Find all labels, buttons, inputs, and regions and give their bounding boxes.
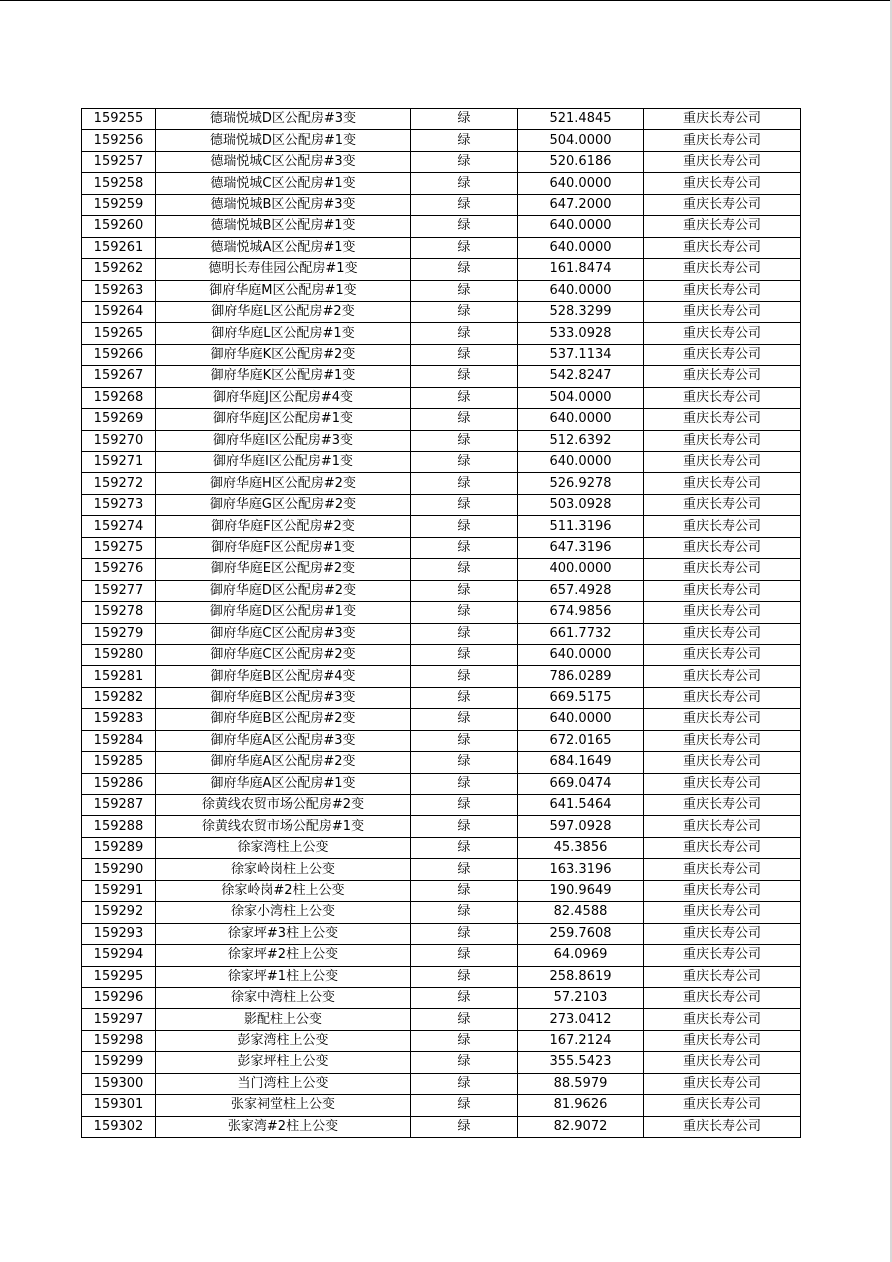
row-id-cell: 159267 (82, 366, 156, 387)
capacity-value-cell: 190.9649 (518, 880, 644, 901)
row-id-cell: 159282 (82, 687, 156, 708)
capacity-value-cell: 786.0289 (518, 666, 644, 687)
company-cell: 重庆长寿公司 (644, 902, 801, 923)
status-color-cell: 绿 (411, 880, 518, 901)
status-color-cell: 绿 (411, 494, 518, 515)
capacity-value-cell: 640.0000 (518, 452, 644, 473)
company-cell: 重庆长寿公司 (644, 602, 801, 623)
table-row (82, 644, 801, 665)
row-id-cell: 159296 (82, 987, 156, 1008)
row-id-cell: 159257 (82, 151, 156, 172)
capacity-value-cell: 504.0000 (518, 130, 644, 151)
row-id-cell: 159259 (82, 194, 156, 215)
company-cell: 重庆长寿公司 (644, 837, 801, 858)
row-id-cell: 159265 (82, 323, 156, 344)
company-cell: 重庆长寿公司 (644, 452, 801, 473)
table-row (82, 1116, 801, 1137)
company-cell: 重庆长寿公司 (644, 473, 801, 494)
company-cell: 重庆长寿公司 (644, 666, 801, 687)
status-color-cell: 绿 (411, 237, 518, 258)
facility-name-cell: 德瑞悦城C区公配房#3变 (156, 151, 411, 172)
capacity-value-cell: 640.0000 (518, 237, 644, 258)
company-cell: 重庆长寿公司 (644, 280, 801, 301)
table-row (82, 387, 801, 408)
company-cell: 重庆长寿公司 (644, 366, 801, 387)
row-id-cell: 159258 (82, 173, 156, 194)
status-color-cell: 绿 (411, 194, 518, 215)
status-color-cell: 绿 (411, 173, 518, 194)
capacity-value-cell: 163.3196 (518, 859, 644, 880)
status-color-cell: 绿 (411, 280, 518, 301)
row-id-cell: 159268 (82, 387, 156, 408)
facility-name-cell: 御府华庭C区公配房#3变 (156, 623, 411, 644)
table-row (82, 130, 801, 151)
table-row (82, 1052, 801, 1073)
capacity-value-cell: 57.2103 (518, 987, 644, 1008)
table-row (82, 966, 801, 987)
table-row (82, 709, 801, 730)
capacity-value-cell: 537.1134 (518, 344, 644, 365)
row-id-cell: 159272 (82, 473, 156, 494)
row-id-cell: 159266 (82, 344, 156, 365)
capacity-value-cell: 647.3196 (518, 537, 644, 558)
status-color-cell: 绿 (411, 709, 518, 730)
capacity-value-cell: 81.9626 (518, 1095, 644, 1116)
status-color-cell: 绿 (411, 837, 518, 858)
facility-name-cell: 御府华庭A区公配房#2变 (156, 752, 411, 773)
capacity-value-cell: 526.9278 (518, 473, 644, 494)
facility-name-cell: 御府华庭B区公配房#2变 (156, 709, 411, 730)
company-cell: 重庆长寿公司 (644, 194, 801, 215)
capacity-value-cell: 521.4845 (518, 109, 644, 130)
facility-name-cell: 御府华庭A区公配房#3变 (156, 730, 411, 751)
capacity-value-cell: 641.5464 (518, 795, 644, 816)
facility-name-cell: 御府华庭B区公配房#3变 (156, 687, 411, 708)
status-color-cell: 绿 (411, 752, 518, 773)
status-color-cell: 绿 (411, 130, 518, 151)
table-row (82, 409, 801, 430)
row-id-cell: 159290 (82, 859, 156, 880)
capacity-value-cell: 64.0969 (518, 945, 644, 966)
status-color-cell: 绿 (411, 730, 518, 751)
company-cell: 重庆长寿公司 (644, 945, 801, 966)
table-row (82, 366, 801, 387)
table-row (82, 752, 801, 773)
row-id-cell: 159274 (82, 516, 156, 537)
company-cell: 重庆长寿公司 (644, 387, 801, 408)
company-cell: 重庆长寿公司 (644, 559, 801, 580)
row-id-cell: 159292 (82, 902, 156, 923)
facility-name-cell: 张家湾#2柱上公变 (156, 1116, 411, 1137)
facility-name-cell: 徐家坪#3柱上公变 (156, 923, 411, 944)
table-row (82, 859, 801, 880)
capacity-value-cell: 400.0000 (518, 559, 644, 580)
company-cell: 重庆长寿公司 (644, 987, 801, 1008)
company-cell: 重庆长寿公司 (644, 344, 801, 365)
row-id-cell: 159261 (82, 237, 156, 258)
status-color-cell: 绿 (411, 323, 518, 344)
company-cell: 重庆长寿公司 (644, 966, 801, 987)
row-id-cell: 159281 (82, 666, 156, 687)
status-color-cell: 绿 (411, 259, 518, 280)
row-id-cell: 159287 (82, 795, 156, 816)
table-row (82, 623, 801, 644)
company-cell: 重庆长寿公司 (644, 730, 801, 751)
facility-name-cell: 御府华庭D区公配房#2变 (156, 580, 411, 601)
table-row (82, 902, 801, 923)
table-row (82, 580, 801, 601)
capacity-value-cell: 520.6186 (518, 151, 644, 172)
table-row (82, 537, 801, 558)
capacity-value-cell: 355.5423 (518, 1052, 644, 1073)
table-row (82, 923, 801, 944)
row-id-cell: 159285 (82, 752, 156, 773)
table-row (82, 1030, 801, 1051)
company-cell: 重庆长寿公司 (644, 537, 801, 558)
company-cell: 重庆长寿公司 (644, 109, 801, 130)
status-color-cell: 绿 (411, 773, 518, 794)
facility-name-cell: 张家祠堂柱上公变 (156, 1095, 411, 1116)
facility-name-cell: 御府华庭K区公配房#1变 (156, 366, 411, 387)
row-id-cell: 159294 (82, 945, 156, 966)
facility-name-cell: 德瑞悦城D区公配房#3变 (156, 109, 411, 130)
facility-name-cell: 徐家岭岗#2柱上公变 (156, 880, 411, 901)
status-color-cell: 绿 (411, 559, 518, 580)
company-cell: 重庆长寿公司 (644, 259, 801, 280)
table-row (82, 237, 801, 258)
facility-name-cell: 徐家小湾柱上公变 (156, 902, 411, 923)
status-color-cell: 绿 (411, 666, 518, 687)
status-color-cell: 绿 (411, 1009, 518, 1030)
capacity-value-cell: 88.5979 (518, 1073, 644, 1094)
table-row (82, 1073, 801, 1094)
company-cell: 重庆长寿公司 (644, 795, 801, 816)
table-row (82, 151, 801, 172)
facility-name-cell: 御府华庭C区公配房#2变 (156, 644, 411, 665)
table-row (82, 301, 801, 322)
capacity-value-cell: 640.0000 (518, 173, 644, 194)
facility-name-cell: 徐家岭岗柱上公变 (156, 859, 411, 880)
table-row (82, 816, 801, 837)
status-color-cell: 绿 (411, 923, 518, 944)
table-row (82, 837, 801, 858)
status-color-cell: 绿 (411, 516, 518, 537)
company-cell: 重庆长寿公司 (644, 151, 801, 172)
table-row (82, 730, 801, 751)
company-cell: 重庆长寿公司 (644, 173, 801, 194)
table-row (82, 795, 801, 816)
facility-name-cell: 御府华庭L区公配房#1变 (156, 323, 411, 344)
facility-name-cell: 御府华庭M区公配房#1变 (156, 280, 411, 301)
status-color-cell: 绿 (411, 644, 518, 665)
row-id-cell: 159293 (82, 923, 156, 944)
facility-name-cell: 御府华庭I区公配房#1变 (156, 452, 411, 473)
company-cell: 重庆长寿公司 (644, 237, 801, 258)
company-cell: 重庆长寿公司 (644, 1030, 801, 1051)
capacity-value-cell: 503.0928 (518, 494, 644, 515)
row-id-cell: 159284 (82, 730, 156, 751)
company-cell: 重庆长寿公司 (644, 216, 801, 237)
capacity-value-cell: 640.0000 (518, 644, 644, 665)
capacity-value-cell: 640.0000 (518, 280, 644, 301)
capacity-value-cell: 161.8474 (518, 259, 644, 280)
company-cell: 重庆长寿公司 (644, 409, 801, 430)
status-color-cell: 绿 (411, 902, 518, 923)
facility-name-cell: 御府华庭K区公配房#2变 (156, 344, 411, 365)
company-cell: 重庆长寿公司 (644, 323, 801, 344)
row-id-cell: 159283 (82, 709, 156, 730)
row-id-cell: 159263 (82, 280, 156, 301)
row-id-cell: 159291 (82, 880, 156, 901)
facility-name-cell: 徐家湾柱上公变 (156, 837, 411, 858)
facility-name-cell: 当门湾柱上公变 (156, 1073, 411, 1094)
capacity-value-cell: 258.8619 (518, 966, 644, 987)
status-color-cell: 绿 (411, 1095, 518, 1116)
table-row (82, 1095, 801, 1116)
facility-name-cell: 彭家坪柱上公变 (156, 1052, 411, 1073)
capacity-value-cell: 640.0000 (518, 409, 644, 430)
status-color-cell: 绿 (411, 109, 518, 130)
row-id-cell: 159300 (82, 1073, 156, 1094)
capacity-value-cell: 45.3856 (518, 837, 644, 858)
table-row (82, 109, 801, 130)
company-cell: 重庆长寿公司 (644, 816, 801, 837)
capacity-value-cell: 533.0928 (518, 323, 644, 344)
status-color-cell: 绿 (411, 687, 518, 708)
facility-name-cell: 德瑞悦城B区公配房#3变 (156, 194, 411, 215)
table-row (82, 880, 801, 901)
facility-name-cell: 德瑞悦城C区公配房#1变 (156, 173, 411, 194)
capacity-value-cell: 674.9856 (518, 602, 644, 623)
facility-name-cell: 德瑞悦城D区公配房#1变 (156, 130, 411, 151)
row-id-cell: 159256 (82, 130, 156, 151)
row-id-cell: 159299 (82, 1052, 156, 1073)
capacity-value-cell: 647.2000 (518, 194, 644, 215)
company-cell: 重庆长寿公司 (644, 494, 801, 515)
table-row (82, 473, 801, 494)
table-row (82, 687, 801, 708)
company-cell: 重庆长寿公司 (644, 1095, 801, 1116)
status-color-cell: 绿 (411, 623, 518, 644)
company-cell: 重庆长寿公司 (644, 301, 801, 322)
status-color-cell: 绿 (411, 602, 518, 623)
row-id-cell: 159260 (82, 216, 156, 237)
row-id-cell: 159279 (82, 623, 156, 644)
company-cell: 重庆长寿公司 (644, 1052, 801, 1073)
row-id-cell: 159262 (82, 259, 156, 280)
status-color-cell: 绿 (411, 859, 518, 880)
table-row (82, 1009, 801, 1030)
row-id-cell: 159298 (82, 1030, 156, 1051)
facility-name-cell: 德瑞悦城B区公配房#1变 (156, 216, 411, 237)
facility-name-cell: 徐黄线农贸市场公配房#2变 (156, 795, 411, 816)
table-row (82, 666, 801, 687)
status-color-cell: 绿 (411, 945, 518, 966)
status-color-cell: 绿 (411, 1073, 518, 1094)
table-row (82, 945, 801, 966)
company-cell: 重庆长寿公司 (644, 516, 801, 537)
capacity-value-cell: 672.0165 (518, 730, 644, 751)
capacity-value-cell: 82.4588 (518, 902, 644, 923)
capacity-value-cell: 82.9072 (518, 1116, 644, 1137)
facility-name-cell: 御府华庭D区公配房#1变 (156, 602, 411, 623)
company-cell: 重庆长寿公司 (644, 687, 801, 708)
company-cell: 重庆长寿公司 (644, 430, 801, 451)
facility-name-cell: 御府华庭F区公配房#2变 (156, 516, 411, 537)
status-color-cell: 绿 (411, 301, 518, 322)
row-id-cell: 159255 (82, 109, 156, 130)
table-row (82, 323, 801, 344)
company-cell: 重庆长寿公司 (644, 859, 801, 880)
facility-name-cell: 徐家坪#2柱上公变 (156, 945, 411, 966)
company-cell: 重庆长寿公司 (644, 880, 801, 901)
row-id-cell: 159277 (82, 580, 156, 601)
row-id-cell: 159278 (82, 602, 156, 623)
row-id-cell: 159269 (82, 409, 156, 430)
capacity-value-cell: 597.0928 (518, 816, 644, 837)
company-cell: 重庆长寿公司 (644, 773, 801, 794)
row-id-cell: 159302 (82, 1116, 156, 1137)
status-color-cell: 绿 (411, 795, 518, 816)
table-row (82, 773, 801, 794)
status-color-cell: 绿 (411, 987, 518, 1008)
table-row (82, 602, 801, 623)
status-color-cell: 绿 (411, 409, 518, 430)
facility-name-cell: 彭家湾柱上公变 (156, 1030, 411, 1051)
table-row (82, 452, 801, 473)
row-id-cell: 159275 (82, 537, 156, 558)
row-id-cell: 159301 (82, 1095, 156, 1116)
capacity-value-cell: 684.1649 (518, 752, 644, 773)
capacity-value-cell: 167.2124 (518, 1030, 644, 1051)
status-color-cell: 绿 (411, 966, 518, 987)
table-row (82, 194, 801, 215)
capacity-value-cell: 669.0474 (518, 773, 644, 794)
status-color-cell: 绿 (411, 151, 518, 172)
facility-name-cell: 御府华庭H区公配房#2变 (156, 473, 411, 494)
facility-name-cell: 御府华庭J区公配房#1变 (156, 409, 411, 430)
capacity-value-cell: 640.0000 (518, 709, 644, 730)
facility-name-cell: 德瑞悦城A区公配房#1变 (156, 237, 411, 258)
capacity-value-cell: 661.7732 (518, 623, 644, 644)
company-cell: 重庆长寿公司 (644, 644, 801, 665)
capacity-value-cell: 511.3196 (518, 516, 644, 537)
row-id-cell: 159276 (82, 559, 156, 580)
facility-name-cell: 御府华庭G区公配房#2变 (156, 494, 411, 515)
status-color-cell: 绿 (411, 473, 518, 494)
status-color-cell: 绿 (411, 1052, 518, 1073)
capacity-value-cell: 504.0000 (518, 387, 644, 408)
status-color-cell: 绿 (411, 816, 518, 837)
status-color-cell: 绿 (411, 452, 518, 473)
status-color-cell: 绿 (411, 344, 518, 365)
capacity-value-cell: 512.6392 (518, 430, 644, 451)
substation-data-table (81, 108, 801, 1138)
company-cell: 重庆长寿公司 (644, 1073, 801, 1094)
status-color-cell: 绿 (411, 387, 518, 408)
company-cell: 重庆长寿公司 (644, 752, 801, 773)
capacity-value-cell: 640.0000 (518, 216, 644, 237)
capacity-value-cell: 273.0412 (518, 1009, 644, 1030)
company-cell: 重庆长寿公司 (644, 580, 801, 601)
capacity-value-cell: 528.3299 (518, 301, 644, 322)
status-color-cell: 绿 (411, 430, 518, 451)
row-id-cell: 159270 (82, 430, 156, 451)
capacity-value-cell: 657.4928 (518, 580, 644, 601)
table-row (82, 987, 801, 1008)
status-color-cell: 绿 (411, 366, 518, 387)
table-row (82, 280, 801, 301)
status-color-cell: 绿 (411, 1030, 518, 1051)
table-row (82, 559, 801, 580)
facility-name-cell: 徐黄线农贸市场公配房#1变 (156, 816, 411, 837)
company-cell: 重庆长寿公司 (644, 130, 801, 151)
row-id-cell: 159271 (82, 452, 156, 473)
table-body (82, 109, 801, 1138)
row-id-cell: 159273 (82, 494, 156, 515)
facility-name-cell: 徐家中湾柱上公变 (156, 987, 411, 1008)
row-id-cell: 159289 (82, 837, 156, 858)
company-cell: 重庆长寿公司 (644, 1009, 801, 1030)
row-id-cell: 159280 (82, 644, 156, 665)
table-row (82, 344, 801, 365)
table-row (82, 430, 801, 451)
row-id-cell: 159286 (82, 773, 156, 794)
facility-name-cell: 御府华庭E区公配房#2变 (156, 559, 411, 580)
status-color-cell: 绿 (411, 1116, 518, 1137)
company-cell: 重庆长寿公司 (644, 1116, 801, 1137)
capacity-value-cell: 542.8247 (518, 366, 644, 387)
row-id-cell: 159295 (82, 966, 156, 987)
page-top-border (0, 0, 892, 1)
facility-name-cell: 御府华庭I区公配房#3变 (156, 430, 411, 451)
facility-name-cell: 影配柱上公变 (156, 1009, 411, 1030)
facility-name-cell: 御府华庭J区公配房#4变 (156, 387, 411, 408)
row-id-cell: 159297 (82, 1009, 156, 1030)
status-color-cell: 绿 (411, 216, 518, 237)
table-row (82, 173, 801, 194)
table-row (82, 516, 801, 537)
company-cell: 重庆长寿公司 (644, 623, 801, 644)
facility-name-cell: 御府华庭L区公配房#2变 (156, 301, 411, 322)
capacity-value-cell: 669.5175 (518, 687, 644, 708)
company-cell: 重庆长寿公司 (644, 923, 801, 944)
facility-name-cell: 德明长寿佳园公配房#1变 (156, 259, 411, 280)
facility-name-cell: 徐家坪#1柱上公变 (156, 966, 411, 987)
facility-name-cell: 御府华庭F区公配房#1变 (156, 537, 411, 558)
row-id-cell: 159264 (82, 301, 156, 322)
facility-name-cell: 御府华庭A区公配房#1变 (156, 773, 411, 794)
table-row (82, 259, 801, 280)
row-id-cell: 159288 (82, 816, 156, 837)
status-color-cell: 绿 (411, 537, 518, 558)
status-color-cell: 绿 (411, 580, 518, 601)
company-cell: 重庆长寿公司 (644, 709, 801, 730)
capacity-value-cell: 259.7608 (518, 923, 644, 944)
table-row (82, 216, 801, 237)
table-row (82, 494, 801, 515)
facility-name-cell: 御府华庭B区公配房#4变 (156, 666, 411, 687)
